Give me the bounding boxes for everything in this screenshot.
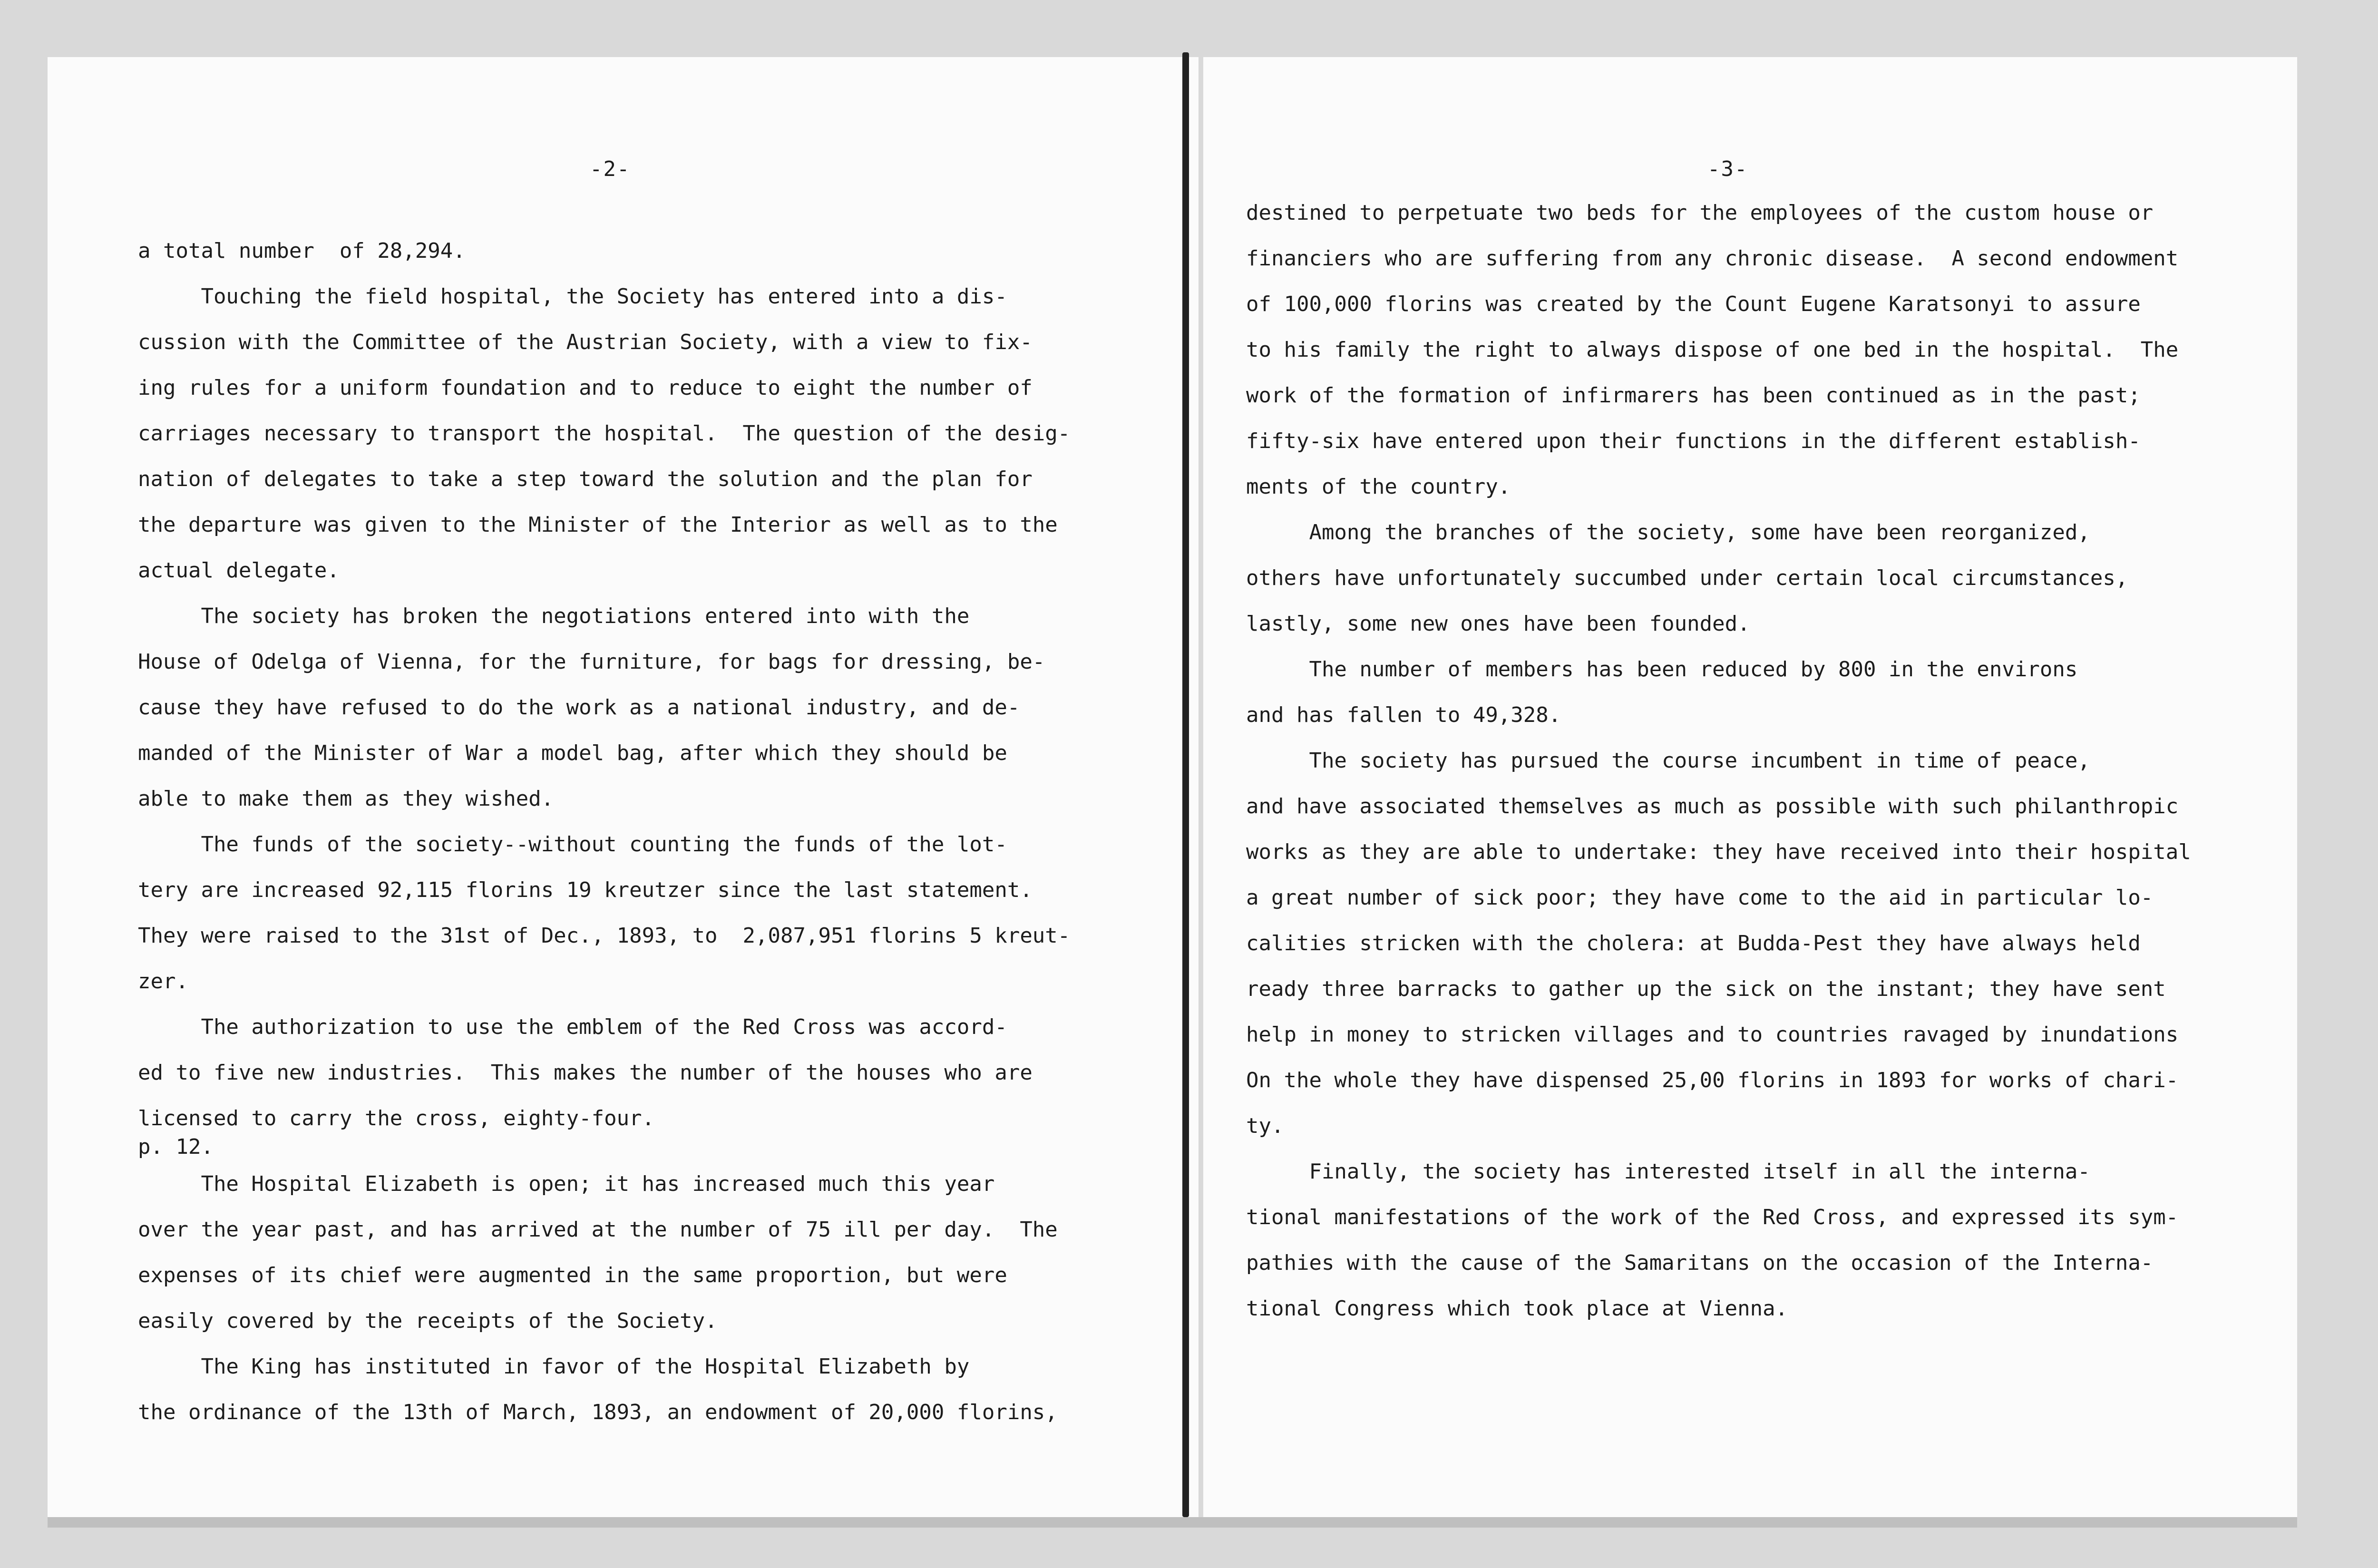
text-line: The society has broken the negotiations entered into with the [138,604,970,628]
text-line: licensed to carry the cross, eighty-four. [138,1106,655,1130]
text-line: ing rules for a uniform foundation and to reduce to eight the number of [138,376,1033,400]
text-line: On the whole they have dispensed 25,00 florins in 1893 for works of chari- [1246,1068,2179,1092]
text-line: tional Congress which took place at Vienna. [1246,1296,1788,1321]
text-line: actual delegate. [138,558,340,583]
text-line: ed to five new industries. This makes the number of the houses who are [138,1061,1033,1085]
page-body [138,228,1184,1435]
text-line: cussion with the Committee of the Austrian Society, with a view to fix- [138,330,1033,354]
text-line: cause they have refused to do the work as a national industry, and de- [138,695,1020,720]
text-line: nation of delegates to take a step toward the solution and the plan for [138,467,1033,491]
text-line: Among the branches of the society, some have been reorganized, [1246,520,2090,545]
text-line: ready three barracks to gather up the sick on the instant; they have sent [1246,977,2166,1001]
text-line: works as they are able to undertake: they have received into their hospital [1246,840,2191,864]
text-line: The society has pursued the course incumbent in time of peace, [1246,749,2090,773]
text-line: a great number of sick poor; they have come to the aid in particular lo- [1246,886,2154,910]
text-line: The Hospital Elizabeth is open; it has increased much this year [138,1172,995,1196]
text-line: fifty-six have entered upon their functions in the different establish- [1246,429,2141,453]
text-line: tional manifestations of the work of the Red Cross, and expressed its sym- [1246,1205,2179,1229]
text-line: others have unfortunately succumbed under certain local circumstances, [1246,566,2128,590]
text-line: House of Odelga of Vienna, for the furniture, for bags for dressing, be- [138,650,1045,674]
text-line: destined to perpetuate two beds for the employees of the custom house or [1246,201,2154,225]
text-line: to his family the right to always dispose of one bed in the hospital. The [1246,338,2179,362]
text-line: Finally, the society has interested itself in all the interna- [1246,1159,2090,1184]
text-line: zer. [138,969,188,993]
text-line: the ordinance of the 13th of March, 1893, an endowment of 20,000 florins, [138,1400,1058,1424]
text-line: ty. [1246,1114,1284,1138]
text-line: ments of the country. [1246,475,1511,499]
text-line: manded of the Minister of War a model bag, after which they should be [138,741,1007,765]
text-line: lastly, some new ones have been founded. [1246,612,1750,636]
text-line: over the year past, and has arrived at the number of 75 ill per day. The [138,1217,1058,1242]
text-line: financiers who are suffering from any chronic disease. A second endowment [1246,246,2179,271]
page-reference-annotation: p. 12. [138,1135,214,1159]
text-line: The funds of the society--without counting the funds of the lot- [138,832,1007,857]
page-number: -3- [1707,157,1748,181]
right-page [1203,57,2297,1527]
text-line: expenses of its chief were augmented in the same proportion, but were [138,1263,1007,1287]
page-number: -2- [590,157,631,181]
text-line: and have associated themselves as much as possible with such philanthropic [1246,794,2179,818]
text-line: work of the formation of infirmarers has been continued as in the past; [1246,383,2141,408]
page-body [1246,190,2283,1332]
text-line: The number of members has been reduced by 800 in the environs [1246,657,2078,682]
text-line: They were raised to the 31st of Dec., 1893, to 2,087,951 florins 5 kreut- [138,924,1071,948]
text-line: able to make them as they wished. [138,787,554,811]
left-page [48,57,1199,1527]
text-line: calities stricken with the cholera: at Budda-Pest they have always held [1246,931,2141,955]
text-line: Touching the field hospital, the Society has entered into a dis- [138,284,1007,309]
page-bottom-edge [48,1517,2297,1528]
text-line: a total number of 28,294. [138,239,466,263]
text-line: the departure was given to the Minister of the Interior as well as to the [138,513,1058,537]
text-line: pathies with the cause of the Samaritans on the occasion of the Interna- [1246,1251,2154,1275]
binding-spine [1182,52,1189,1517]
text-line: The authorization to use the emblem of the Red Cross was accord- [138,1015,1007,1039]
text-line: and has fallen to 49,328. [1246,703,1561,727]
text-line: tery are increased 92,115 florins 19 kreutzer since the last statement. [138,878,1033,902]
text-line: of 100,000 florins was created by the Count Eugene Karatsonyi to assure [1246,292,2141,316]
text-line: carriages necessary to transport the hospital. The question of the desig- [138,421,1071,446]
text-line: The King has instituted in favor of the Hospital Elizabeth by [138,1354,970,1379]
text-line: help in money to stricken villages and to countries ravaged by inundations [1246,1023,2179,1047]
text-line: easily covered by the receipts of the Society. [138,1309,718,1333]
